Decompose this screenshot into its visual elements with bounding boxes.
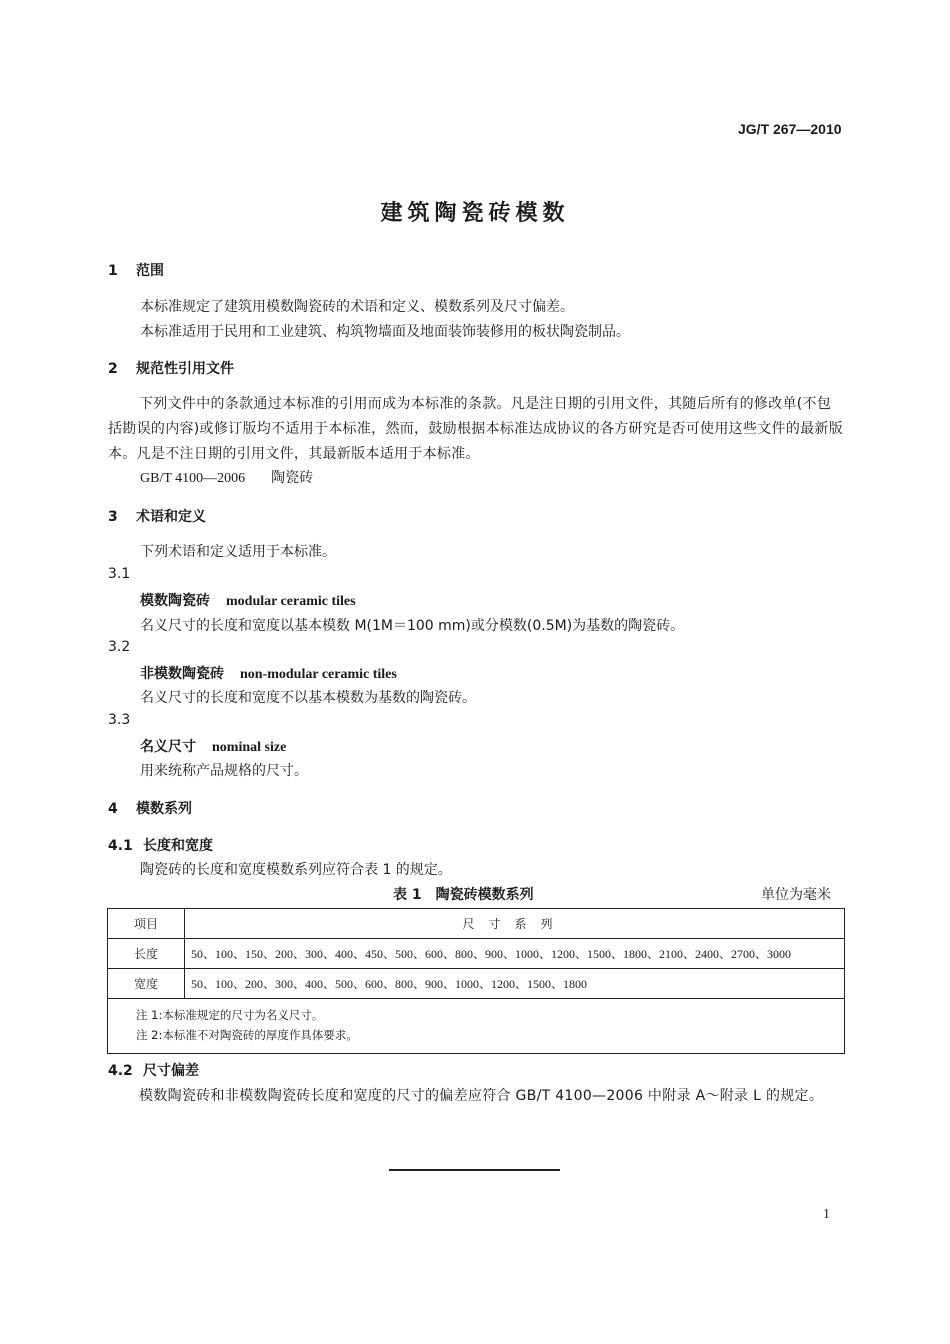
term-3-3-definition: 用来统称产品规格的尺寸。 (140, 763, 308, 779)
term-en: non-modular ceramic tiles (240, 667, 397, 682)
table-notes (108, 999, 845, 1054)
table-notes-row (108, 999, 845, 1054)
term-en: modular ceramic tiles (226, 594, 356, 609)
table-unit: 单位为毫米 (761, 887, 831, 903)
column-header-item: 项目 (108, 909, 185, 939)
section-title: 模数系列 (136, 801, 192, 817)
section-1-para-2: 本标准适用于民用和工业建筑、构筑物墙面及地面装饰装修用的板状陶瓷制品。 (140, 324, 630, 340)
row-label-length: 长度 (108, 939, 185, 969)
reference-code: GB/T 4100—2006 (140, 471, 246, 486)
section-number: 3 (108, 509, 118, 525)
table-caption: 表 1 陶瓷砖模数系列 (393, 887, 534, 903)
row-label-width: 宽度 (108, 969, 185, 999)
section-1-heading (108, 260, 164, 280)
document-title: 建筑陶瓷砖模数 (380, 201, 570, 226)
table-note-1: 注 1:本标准规定的尺寸为名义尺寸。 (136, 1008, 324, 1022)
section-2-heading (108, 358, 234, 378)
section-4-1-heading (108, 835, 213, 855)
section-4-2-heading (108, 1060, 199, 1080)
section-4-heading (108, 798, 192, 818)
section-title: 范围 (136, 263, 164, 279)
footer-rule (389, 1169, 560, 1171)
modular-series-table (107, 908, 845, 1054)
term-en: nominal size (212, 740, 287, 755)
term-zh: 非模数陶瓷砖 (140, 666, 224, 682)
section-number: 1 (108, 263, 118, 279)
term-zh: 名义尺寸 (140, 739, 196, 755)
section-2-para-1: 下列文件中的条款通过本标准的引用而成为本标准的条款。凡是注日期的引用文件，其随后所有的修改单(不包括勘误的内容)或修订版均不适用于本标准，然而，鼓励根据本标准达成协议的各方研究是否可使用这些文件的最新版本。凡是不注日期的引用文件，其最新版本适用于本标准。 (108, 396, 844, 462)
term-3-1-number: 3.1 (108, 566, 131, 582)
section-4-2-para: 模数陶瓷砖和非模数陶瓷砖长度和宽度的尺寸的偏差应符合 GB/T 4100—2006 中附录 A～附录 L 的规定。 (139, 1088, 824, 1104)
section-number: 4.1 (108, 838, 133, 854)
section-title: 尺寸偏差 (143, 1063, 199, 1079)
reference-name: 陶瓷砖 (271, 470, 314, 486)
section-title: 术语和定义 (136, 509, 206, 525)
term-3-2-number: 3.2 (108, 639, 131, 655)
page-number: 1 (823, 1207, 830, 1222)
term-3-2-definition: 名义尺寸的长度和宽度不以基本模数为基数的陶瓷砖。 (140, 690, 476, 706)
section-number: 4.2 (108, 1063, 133, 1079)
standard-code: JG/T 267—2010 (738, 121, 842, 137)
term-3-1-heading (140, 590, 356, 610)
row-values-length: 50、100、150、200、300、400、450、500、600、800、900、1000、1200、1500、1800、2100、2400、2700、3000 (185, 939, 845, 969)
term-zh: 模数陶瓷砖 (140, 593, 210, 609)
term-3-1-definition: 名义尺寸的长度和宽度以基本模数 M(1M＝100 mm)或分模数(0.5M)为基数的陶瓷砖。 (140, 618, 685, 634)
section-1-para-1: 本标准规定了建筑用模数陶瓷砖的术语和定义、模数系列及尺寸偏差。 (140, 299, 574, 315)
section-number: 4 (108, 801, 118, 817)
table-header-row (108, 909, 845, 939)
section-4-1-para: 陶瓷砖的长度和宽度模数系列应符合表 1 的规定。 (140, 862, 452, 878)
section-number: 2 (108, 361, 118, 377)
section-3-intro: 下列术语和定义适用于本标准。 (140, 544, 336, 560)
row-values-width: 50、100、200、300、400、500、600、800、900、1000、1200、1500、1800 (185, 969, 845, 999)
normative-reference (140, 467, 313, 487)
term-3-3-heading (140, 736, 286, 756)
term-3-3-number: 3.3 (108, 712, 131, 728)
section-title: 规范性引用文件 (136, 361, 234, 377)
table-row (108, 939, 845, 969)
section-title: 长度和宽度 (143, 838, 213, 854)
term-3-2-heading (140, 663, 397, 683)
column-header-size-series: 尺寸系列 (185, 909, 845, 939)
section-3-heading (108, 506, 206, 526)
table-note-2: 注 2:本标准不对陶瓷砖的厚度作具体要求。 (136, 1028, 358, 1042)
table-row (108, 969, 845, 999)
